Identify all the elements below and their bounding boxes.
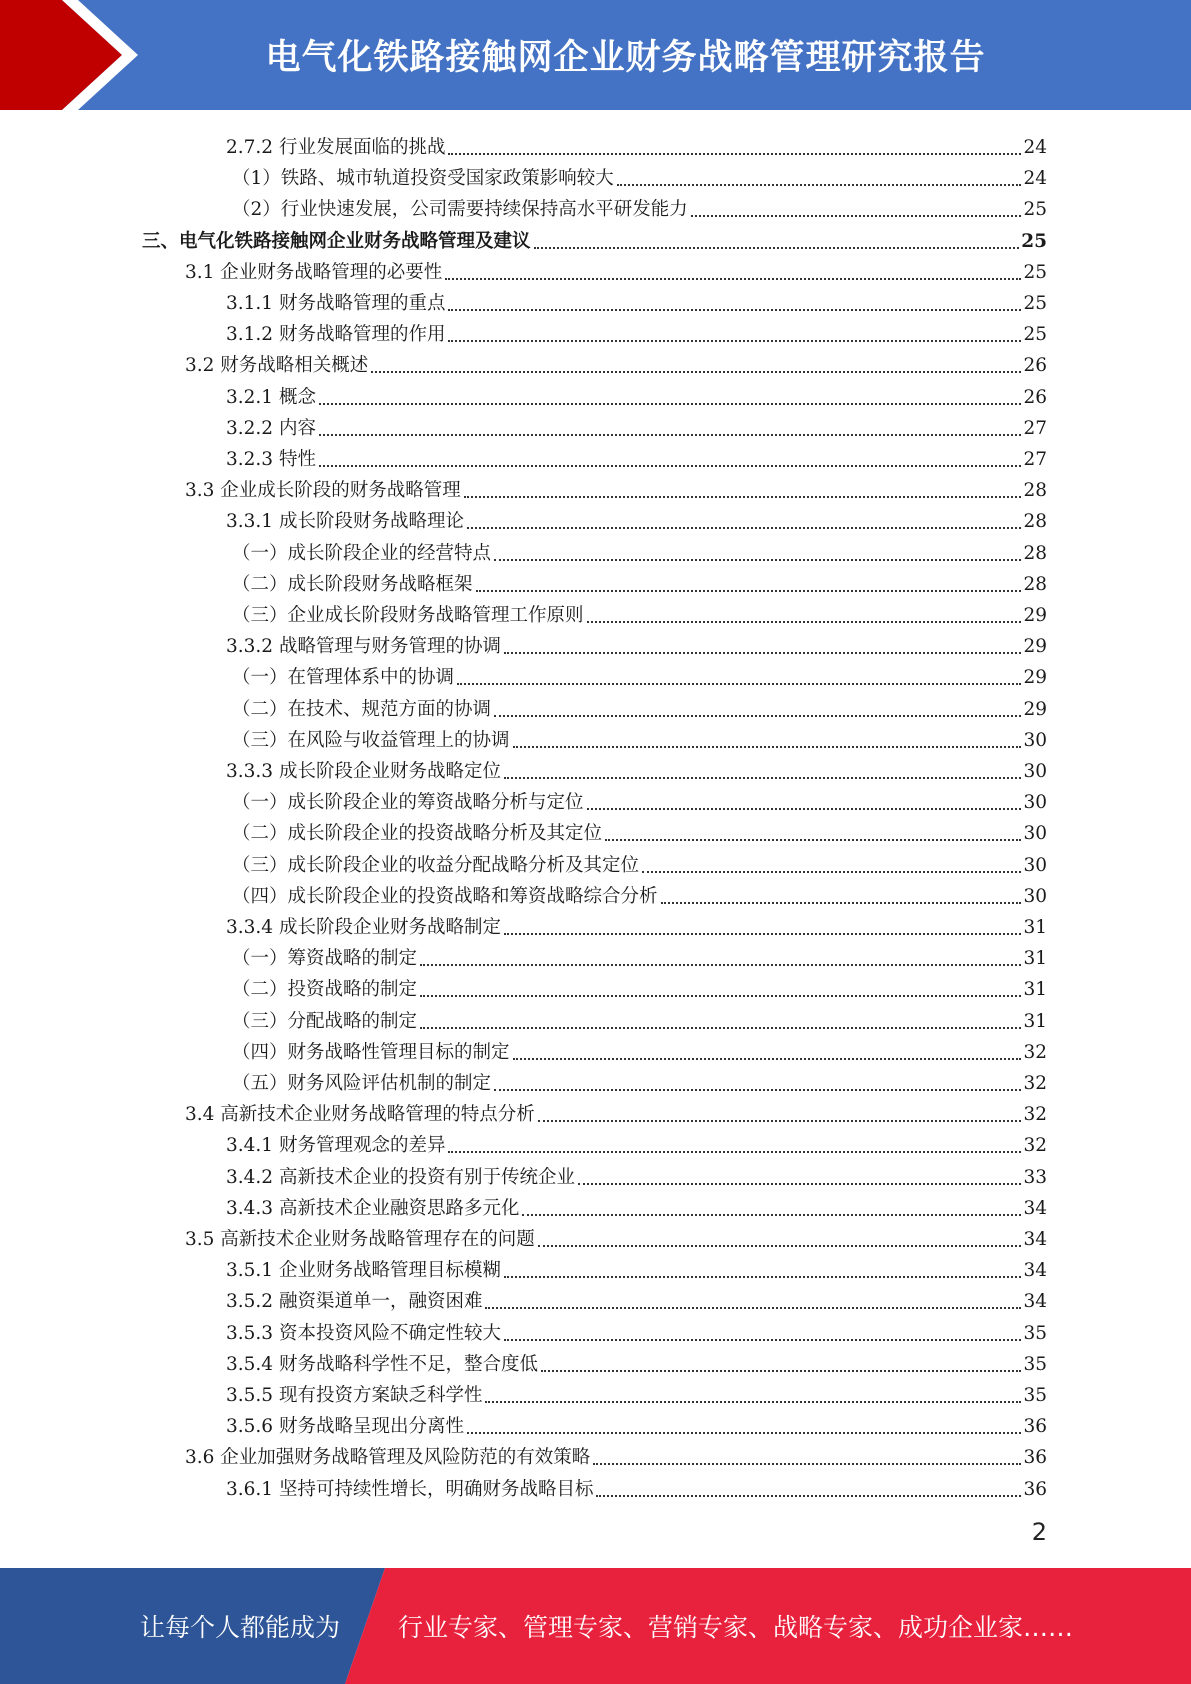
toc-dot-leader [420, 964, 1021, 966]
toc-entry[interactable] [232, 159, 1047, 190]
toc-dot-leader [617, 184, 1022, 186]
toc-entry-page: 30 [1023, 823, 1047, 845]
toc-entry-page: 26 [1023, 386, 1047, 408]
toc-entry-page: 32 [1023, 1041, 1047, 1063]
toc-dot-leader [448, 1151, 1021, 1153]
toc-dot-leader [420, 995, 1021, 997]
toc-entry-page: 28 [1023, 480, 1047, 502]
toc-dot-leader [541, 1370, 1021, 1372]
toc-entry-page: 35 [1023, 1353, 1047, 1375]
toc-entry-title: 3.4 高新技术企业财务战略管理的特点分析 [185, 1104, 535, 1126]
toc-entry-page: 33 [1023, 1166, 1047, 1188]
toc-entry-page: 31 [1023, 917, 1047, 938]
toc-entry[interactable] [232, 939, 1047, 970]
toc-entry[interactable] [226, 1189, 1047, 1220]
toc-entry[interactable] [226, 1314, 1047, 1345]
toc-dot-leader [494, 559, 1021, 561]
toc-entry[interactable] [185, 1095, 1047, 1126]
toc-dot-leader [504, 652, 1021, 654]
toc-dot-leader [457, 683, 1021, 685]
toc-entry-title: 3.4.3 高新技术企业融资思路多元化 [226, 1197, 520, 1219]
toc-entry-page: 30 [1023, 729, 1047, 751]
toc-dot-leader [494, 1089, 1021, 1091]
toc-entry-title: （五）财务风险评估机制的制定 [232, 1073, 492, 1094]
toc-entry-title: 3.5.6 财务战略呈现出分离性 [226, 1416, 464, 1438]
toc-entry-title: 3.5.1 企业财务战略管理目标模糊 [226, 1260, 501, 1282]
toc-entry[interactable] [226, 1126, 1047, 1157]
toc-entry-title: 3.6 企业加强财务战略管理及风险防范的有效策略 [185, 1447, 591, 1469]
toc-dot-leader [522, 1214, 1021, 1216]
toc-entry[interactable] [226, 908, 1047, 939]
toc-dot-leader [420, 1027, 1021, 1029]
toc-entry[interactable] [185, 1438, 1047, 1469]
toc-entry-title: （三）在风险与收益管理上的协调 [232, 729, 510, 751]
page-number: 2 [1031, 1518, 1047, 1546]
toc-entry-page: 29 [1023, 667, 1047, 689]
toc-entry-page: 30 [1023, 885, 1047, 907]
toc-entry[interactable] [232, 846, 1047, 877]
toc-entry[interactable] [226, 1158, 1047, 1189]
toc-entry-title: （四）成长阶段企业的投资战略和筹资战略综合分析 [232, 885, 658, 907]
toc-dot-leader [593, 1463, 1021, 1465]
toc-entry-page: 32 [1023, 1104, 1047, 1126]
footer-slogan-right: 行业专家、管理专家、营销专家、战略专家、成功企业家…… [398, 1613, 1074, 1642]
toc-entry-title: （二）投资战略的制定 [232, 979, 418, 1001]
toc-entry-page: 34 [1023, 1260, 1047, 1282]
toc-entry-page: 28 [1023, 573, 1047, 595]
toc-dot-leader [485, 1401, 1021, 1403]
toc-entry[interactable] [232, 190, 1047, 221]
toc-entry-page: 26 [1023, 355, 1047, 377]
toc-dot-leader [448, 153, 1021, 155]
toc-entry-page: 34 [1023, 1197, 1047, 1219]
toc-dot-leader [596, 1495, 1021, 1497]
toc-entry-page: 32 [1023, 1073, 1047, 1094]
toc-entry[interactable] [232, 596, 1047, 627]
toc-entry-page: 27 [1023, 417, 1047, 439]
toc-entry-title: （一）成长阶段企业的筹资战略分析与定位 [232, 792, 584, 814]
toc-entry-page: 28 [1023, 542, 1047, 564]
toc-entry-title: 3.6.1 坚持可持续性增长，明确财务战略目标 [226, 1478, 594, 1500]
toc-dot-leader [445, 278, 1021, 280]
toc-entry-title: 3.5.3 资本投资风险不确定性较大 [226, 1322, 501, 1344]
toc-dot-leader [513, 746, 1022, 748]
toc-entry[interactable] [142, 222, 1047, 253]
toc-entry-page: 30 [1023, 761, 1047, 782]
toc-entry-title: 3.5.2 融资渠道单一，融资困难 [226, 1291, 483, 1313]
toc-entry-title: 3.1.2 财务战略管理的作用 [226, 324, 446, 346]
toc-entry-page: 31 [1023, 1010, 1047, 1032]
toc-entry-page: 34 [1023, 1291, 1047, 1313]
toc-entry[interactable] [226, 409, 1047, 440]
toc-entry-title: 3.4.2 高新技术企业的投资有别于传统企业 [226, 1166, 575, 1188]
toc-entry[interactable] [226, 502, 1047, 533]
toc-dot-leader [605, 839, 1021, 841]
toc-dot-leader [467, 1432, 1021, 1434]
toc-dot-leader [319, 465, 1022, 467]
toc-entry-page: 28 [1023, 511, 1047, 533]
toc-entry[interactable] [226, 1282, 1047, 1313]
toc-dot-leader [464, 496, 1022, 498]
report-title: 电气化铁路接触网企业财务战略管理研究报告 [265, 38, 986, 78]
toc-entry-page: 30 [1023, 854, 1047, 876]
toc-dot-leader [587, 621, 1022, 623]
toc-entry-page: 24 [1023, 137, 1047, 158]
toc-entry[interactable] [226, 752, 1047, 783]
toc-entry[interactable] [185, 346, 1047, 377]
toc-entry-page: 24 [1023, 168, 1047, 190]
toc-entry[interactable] [226, 440, 1047, 471]
toc-dot-leader [504, 933, 1021, 935]
toc-entry[interactable] [185, 253, 1047, 284]
toc-entry-title: 3.1 企业财务战略管理的必要性 [185, 261, 443, 283]
toc-entry-page: 25 [1023, 293, 1047, 314]
toc-entry[interactable] [226, 1470, 1047, 1501]
header-arrow-decoration [0, 0, 150, 110]
toc-dot-leader [661, 902, 1022, 904]
toc-entry-title: （1）铁路、城市轨道投资受国家政策影响较大 [232, 168, 614, 190]
toc-entry-page: 29 [1023, 636, 1047, 658]
toc-dot-leader [476, 590, 1022, 592]
toc-entry-title: （四）财务战略性管理目标的制定 [232, 1041, 510, 1063]
toc-entry-title: 3.2 财务战略相关概述 [185, 355, 369, 377]
toc-dot-leader [494, 715, 1021, 717]
toc-entry[interactable] [226, 315, 1047, 346]
toc-dot-leader [467, 527, 1021, 529]
toc-dot-leader [691, 215, 1022, 217]
toc-dot-leader [448, 309, 1021, 311]
toc-dot-leader [534, 247, 1020, 249]
toc-entry[interactable] [226, 1376, 1047, 1407]
toc-entry-title: 3.5.4 财务战略科学性不足，整合度低 [226, 1353, 538, 1375]
toc-entry[interactable] [232, 1064, 1047, 1095]
page-header [0, 0, 1191, 110]
toc-entry-page: 29 [1023, 605, 1047, 626]
toc-entry[interactable] [226, 128, 1047, 159]
toc-entry-page: 25 [1023, 199, 1047, 221]
toc-entry-title: 3.4.1 财务管理观念的差异 [226, 1135, 446, 1157]
toc-entry-title: （2）行业快速发展，公司需要持续保持高水平研发能力 [232, 199, 688, 221]
toc-entry-page: 30 [1023, 792, 1047, 814]
toc-entry[interactable] [232, 877, 1047, 908]
toc-entry[interactable] [232, 565, 1047, 596]
toc-dot-leader [587, 808, 1022, 810]
toc-dot-leader [448, 340, 1021, 342]
toc-entry-page: 27 [1023, 449, 1047, 470]
toc-entry-title: （三）成长阶段企业的收益分配战略分析及其定位 [232, 854, 640, 876]
toc-entry-title: （一）成长阶段企业的经营特点 [232, 542, 492, 564]
toc-entry[interactable] [226, 284, 1047, 315]
toc-entry-title: 3.3.4 成长阶段企业财务战略制定 [226, 917, 501, 938]
toc-dot-leader [319, 434, 1022, 436]
toc-entry-title: 3.3.2 战略管理与财务管理的协调 [226, 636, 501, 658]
toc-entry-page: 35 [1023, 1385, 1047, 1406]
footer-slogan-left: 让每个人都能成为 [140, 1613, 341, 1642]
toc-entry[interactable] [232, 1002, 1047, 1033]
toc-entry-page: 36 [1023, 1447, 1047, 1469]
toc-entry-title: （一）在管理体系中的协调 [232, 667, 455, 689]
toc-entry-page: 36 [1023, 1478, 1047, 1500]
toc-entry-page: 32 [1023, 1135, 1047, 1157]
toc-dot-leader [538, 1245, 1022, 1247]
toc-entry-title: 3.2.3 特性 [226, 449, 316, 470]
toc-dot-leader [504, 1339, 1021, 1341]
toc-entry[interactable] [232, 534, 1047, 565]
toc-entry-page: 31 [1023, 948, 1047, 970]
toc-entry-title: 3.1.1 财务战略管理的重点 [226, 293, 446, 314]
toc-entry-title: 三、电气化铁路接触网企业财务战略管理及建议 [142, 230, 531, 252]
toc-entry-title: （二）成长阶段企业的投资战略分析及其定位 [232, 823, 603, 845]
toc-dot-leader [513, 1058, 1022, 1060]
toc-entry-title: 3.2.1 概念 [226, 386, 316, 408]
toc-entry[interactable] [226, 627, 1047, 658]
toc-dot-leader [485, 1307, 1021, 1309]
toc-entry-title: （二）成长阶段财务战略框架 [232, 573, 473, 595]
toc-dot-leader [578, 1183, 1021, 1185]
toc-dot-leader [504, 1276, 1021, 1278]
toc-entry-page: 25 [1021, 230, 1047, 252]
toc-entry-title: 3.3.3 成长阶段企业财务战略定位 [226, 761, 501, 782]
toc-entry-page: 35 [1023, 1322, 1047, 1344]
toc-dot-leader [538, 1120, 1022, 1122]
toc-entry[interactable] [226, 1407, 1047, 1438]
toc-entry-title: （二）在技术、规范方面的协调 [232, 698, 492, 720]
toc-entry-title: （三）分配战略的制定 [232, 1010, 418, 1032]
toc-entry-title: （一）筹资战略的制定 [232, 948, 418, 970]
toc-entry[interactable] [232, 658, 1047, 689]
toc-dot-leader [319, 403, 1022, 405]
toc-entry-title: 3.3.1 成长阶段财务战略理论 [226, 511, 464, 533]
toc-entry-page: 36 [1023, 1416, 1047, 1438]
toc-entry[interactable] [232, 721, 1047, 752]
toc-entry-title: 3.2.2 内容 [226, 417, 316, 439]
toc-entry-title: 2.7.2 行业发展面临的挑战 [226, 137, 446, 158]
toc-entry[interactable] [185, 471, 1047, 502]
toc-entry[interactable] [232, 970, 1047, 1001]
toc-dot-leader [371, 371, 1021, 373]
toc-entry[interactable] [232, 783, 1047, 814]
toc-entry-title: 3.3 企业成长阶段的财务战略管理 [185, 480, 461, 502]
toc-entry[interactable] [226, 378, 1047, 409]
toc-entry-title: 3.5 高新技术企业财务战略管理存在的问题 [185, 1229, 535, 1250]
toc-entry[interactable] [226, 1345, 1047, 1376]
toc-entry-page: 25 [1023, 324, 1047, 346]
toc-entry[interactable] [226, 1251, 1047, 1282]
toc-entry-title: 3.5.5 现有投资方案缺乏科学性 [226, 1385, 483, 1406]
toc-entry[interactable] [185, 1220, 1047, 1251]
page-footer [0, 1568, 1191, 1684]
toc-dot-leader [504, 777, 1021, 779]
toc-entry-page: 29 [1023, 698, 1047, 720]
toc-entry-page: 31 [1023, 979, 1047, 1001]
toc-entry[interactable] [232, 814, 1047, 845]
toc-dot-leader [642, 871, 1021, 873]
toc-entry-page: 34 [1023, 1229, 1047, 1250]
toc-entry-title: （三）企业成长阶段财务战略管理工作原则 [232, 605, 584, 626]
toc-entry[interactable] [232, 1033, 1047, 1064]
toc-entry[interactable] [232, 690, 1047, 721]
toc-entry-page: 25 [1023, 261, 1047, 283]
